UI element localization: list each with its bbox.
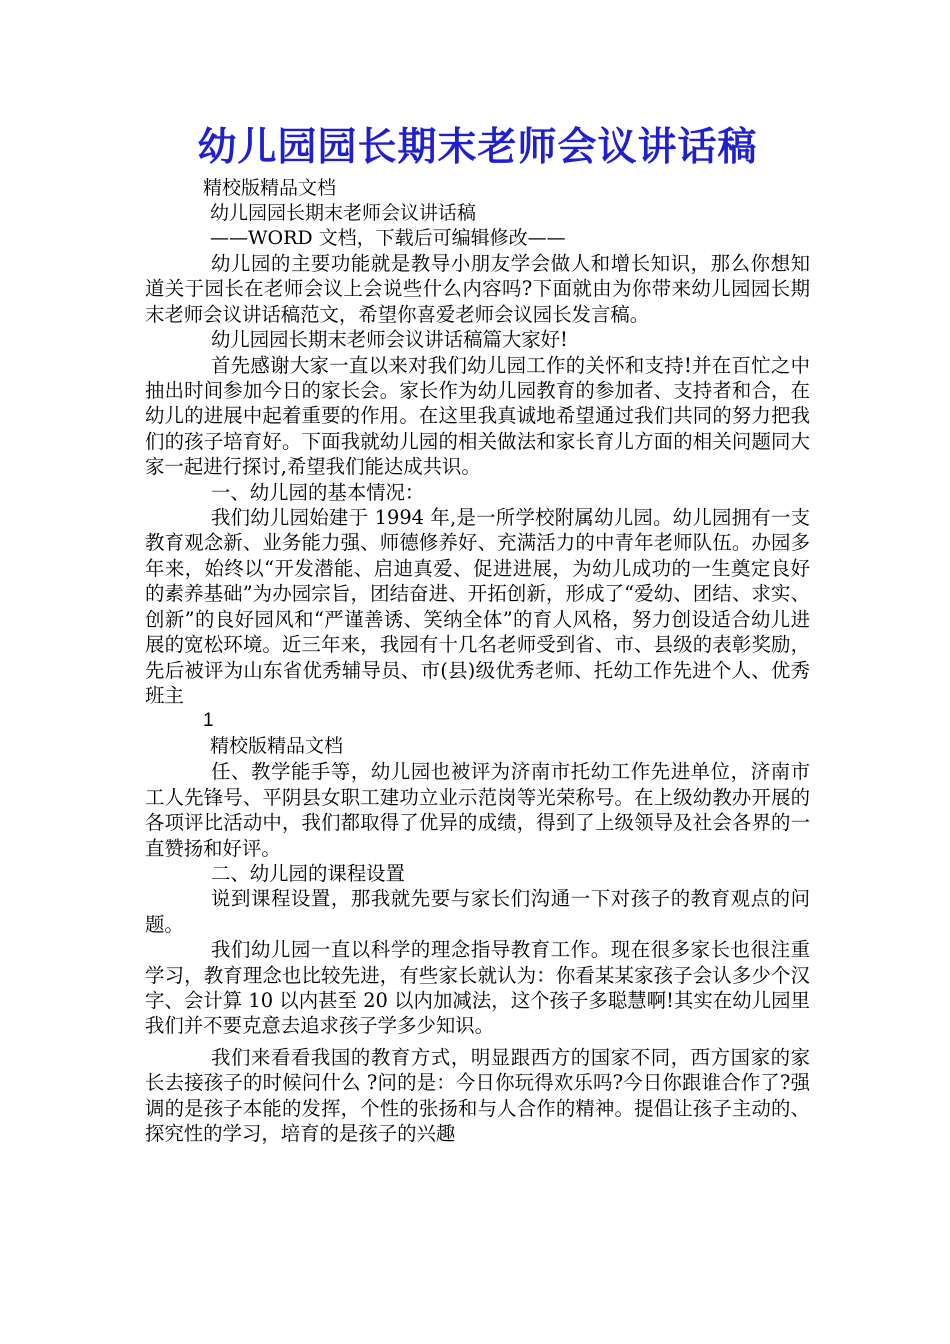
section-heading-2: 二、幼儿园的课程设置 xyxy=(211,861,405,885)
section-heading-1: 一、幼儿园的基本情况： xyxy=(211,480,425,504)
header-label: 精校版精品文档 xyxy=(203,177,337,199)
paragraph-intro: 幼儿园的主要功能就是教导小朋友学会做人和增长知识，那么你想知道关于园长在老师会议上会说些什么内容吗?下面就由为你带来幼儿园园长期末老师会议讲话稿范文，希望你喜爱老师会议园长发言稿。 xyxy=(145,252,810,326)
paragraph-thanks: 首先感谢大家一直以来对我们幼儿园工作的关怀和支持!并在百忙之中抽出时间参加今日的家长会。家长作为幼儿园教育的参加者、支持者和合，在幼儿的进展中起着重要的作用。在这里我真诚地希望通过我们共同的努力把我们的孩子培育好。下面我就幼儿园的相关做法和家长育儿方面的相关问题同大家一起进行探讨,希望我们能达成共识。 xyxy=(145,353,810,479)
document-subtitle: 幼儿园园长期末老师会议讲话稿 xyxy=(210,202,477,224)
paragraph-science-concept: 我们幼儿园一直以科学的理念指导教育工作。现在很多家长也很注重学习，教育理念也比较先进，有些家长就认为：你看某某家孩子会认多少个汉字、会计算 10 以内甚至 20 以内加减法，这个孩子多聪慧啊!其实在幼儿园里我们并不要克意去追求孩子学多少知识。 xyxy=(145,938,810,1038)
paragraph-greeting: 幼儿园园长期末老师会议讲话稿篇大家好! xyxy=(211,328,568,352)
paragraph-basic-info: 我们幼儿园始建于 1994 年,是一所学校附属幼儿园。幼儿园拥有一支教育观念新、业务能力强、师德修养好、充满活力的中青年老师队伍。办园多年来，始终以“开发潜能、启迪真爱、促进进展，为幼儿成功的一生奠定良好的素养基础”为办园宗旨，团结奋进、开拓创新，形成了“爱幼、团结、求实、创新”的良好园风和“严谨善诱、笑纳全体”的育人风格，努力创设适合幼儿进展的宽松环境。近三年来，我园有十几名老师受到省、市、县级的表彰奖励，先后被评为山东省优秀辅导员、市(县)级优秀老师、托幼工作先进个人、优秀班主 xyxy=(145,506,810,707)
paragraph-education-method: 我们来看看我国的教育方式，明显跟西方的国家不同，西方国家的家长去接孩子的时候问什么 ?问的是：今日你玩得欢乐吗?今日你跟谁合作了?强调的是孩子本能的发挥，个性的张扬和与人合作的精神。提倡让孩子主动的、探究性的学习，培育的是孩子的兴趣 xyxy=(145,1045,810,1145)
document-page xyxy=(145,120,810,1146)
header-label-2: 精校版精品文档 xyxy=(210,735,344,758)
paragraph-continuation: 任、教学能手等，幼儿园也被评为济南市托幼工作先进单位，济南市工人先锋号、平阴县女职工建功立业示范岗等光荣称号。在上级幼教办开展的各项评比活动中，我们都取得了优异的成绩，得到了上级领导及社会各界的一直赞扬和好评。 xyxy=(145,760,810,860)
document-title: 幼儿园园长期末老师会议讲话稿 xyxy=(197,125,758,170)
word-note: ——WORD 文档，下载后可编辑修改—— xyxy=(210,227,566,249)
page-number: 1 xyxy=(203,710,214,732)
paragraph-curriculum: 说到课程设置，那我就先要与家长们沟通一下对孩子的教育观点的问题。 xyxy=(145,887,810,936)
